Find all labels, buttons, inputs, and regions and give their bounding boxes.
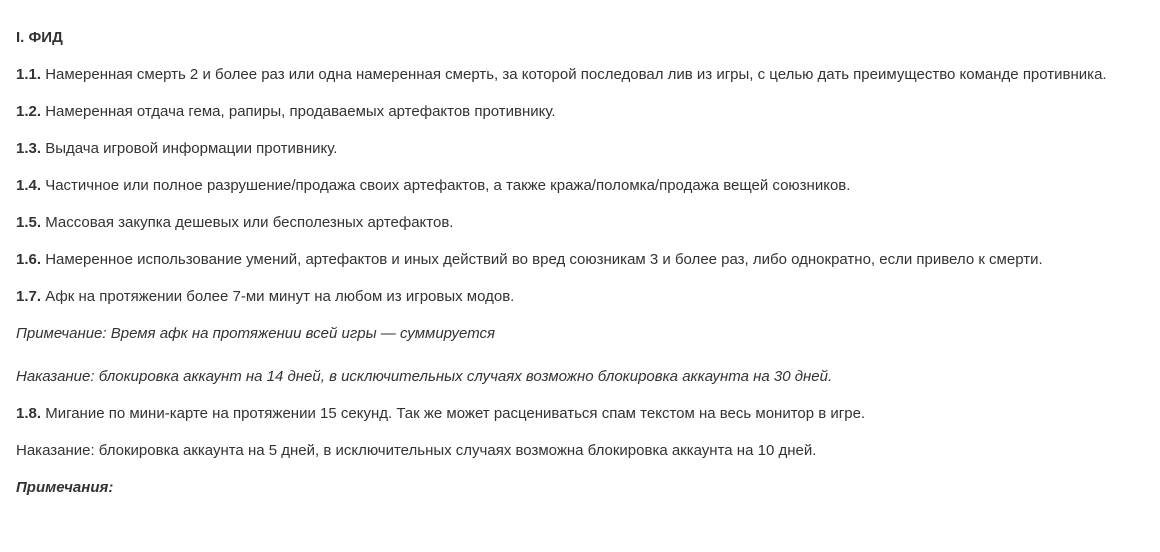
rule-1-1 bbox=[16, 64, 1136, 86]
rule-number: 1.8. bbox=[16, 405, 42, 422]
rule-1-3 bbox=[16, 138, 1136, 160]
rule-number: 1.2. bbox=[16, 103, 42, 120]
notes-title: Примечания: bbox=[16, 479, 114, 496]
rule-text: Выдача игровой информации противнику. bbox=[41, 140, 338, 157]
rule-text: Намеренное использование умений, артефактов и иных действий во вред союзникам 3 и более раз, либо однократно, если привело к смерти. bbox=[41, 251, 1043, 268]
rule-number: 1.1. bbox=[16, 66, 42, 83]
section-heading: I. ФИД bbox=[16, 29, 63, 46]
rule-1-5 bbox=[16, 212, 1136, 234]
rule-text: Мигание по мини-карте на протяжении 15 секунд. Так же может расцениваться спам текстом на весь монитор в игре. bbox=[41, 405, 866, 422]
rule-number: 1.5. bbox=[16, 214, 42, 231]
rule-number: 1.7. bbox=[16, 288, 42, 305]
rule-text: Намеренная смерть 2 и более раз или одна намеренная смерть, за которой последовал лив из игры, с целью дать преимущество команде противника. bbox=[41, 66, 1107, 83]
rule-number: 1.3. bbox=[16, 140, 42, 157]
rule-text: Частичное или полное разрушение/продажа своих артефактов, а также кража/поломка/продажа вещей союзников. bbox=[41, 177, 851, 194]
rule-1-4 bbox=[16, 175, 1136, 197]
rule-number: 1.6. bbox=[16, 251, 42, 268]
punishment-note-1: Наказание: блокировка аккаунт на 14 дней, в исключительных случаях возможно блокировка аккаунта на 30 дней. bbox=[16, 368, 833, 385]
rule-text: Массовая закупка дешевых или бесполезных артефактов. bbox=[41, 214, 454, 231]
rule-1-2 bbox=[16, 101, 1136, 123]
afk-note: Примечание: Время афк на протяжении всей игры — суммируется bbox=[16, 325, 496, 342]
rule-text: Намеренная отдача гема, рапиры, продаваемых артефактов противнику. bbox=[41, 103, 556, 120]
rule-text: Афк на протяжении более 7-ми минут на любом из игровых модов. bbox=[41, 288, 515, 305]
rule-1-7 bbox=[16, 286, 1136, 308]
rule-number: 1.4. bbox=[16, 177, 42, 194]
punishment-note-2: Наказание: блокировка аккаунта на 5 дней, в исключительных случаях возможна блокировка аккаунта на 10 дней. bbox=[16, 442, 817, 459]
rule-1-6 bbox=[16, 249, 1136, 271]
rule-1-8 bbox=[16, 403, 1136, 425]
